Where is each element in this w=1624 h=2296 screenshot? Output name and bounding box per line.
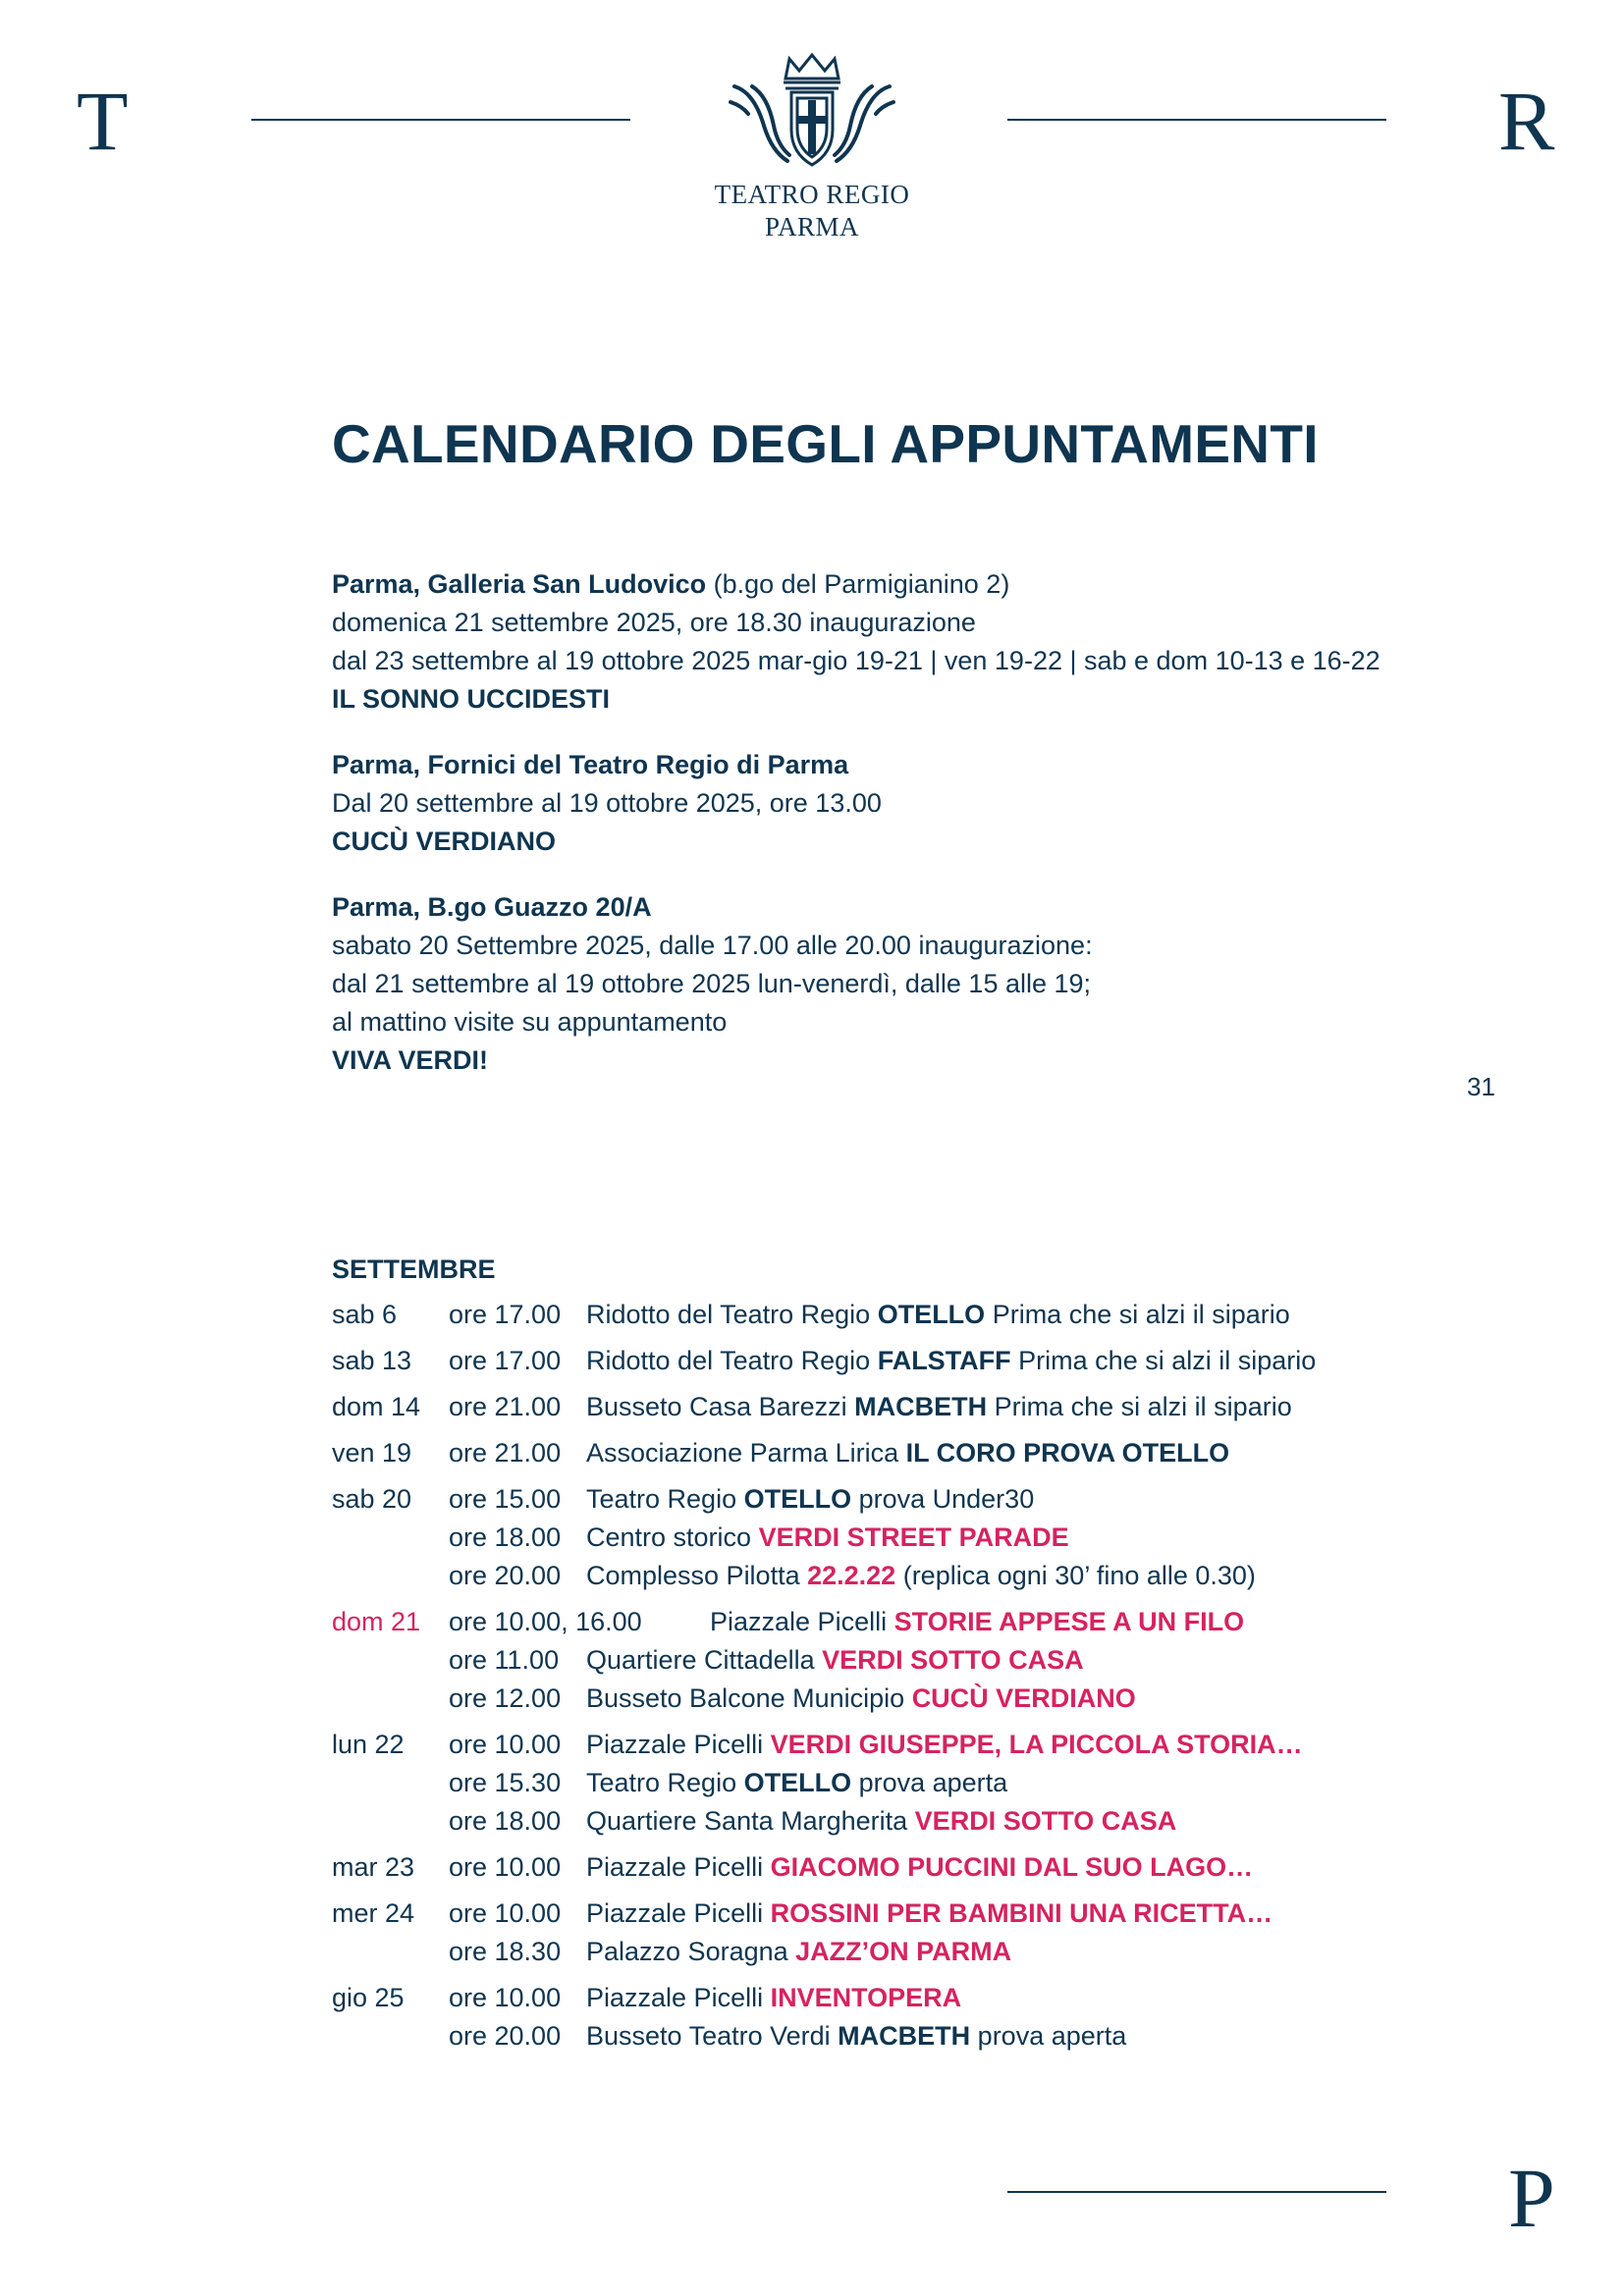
- event-place: Quartiere Cittadella: [586, 1645, 823, 1675]
- event-place: Ridotto del Teatro Regio: [586, 1346, 878, 1375]
- schedule-day: [332, 1434, 1559, 1472]
- corner-letter-p: P: [1508, 2151, 1555, 2245]
- event-time: ore 21.00: [449, 1438, 562, 1468]
- schedule-day: [332, 1726, 1559, 1841]
- event-title: OTELLO: [877, 1300, 986, 1329]
- event-time: ore 10.00: [449, 1983, 562, 2012]
- day-label: mer 24: [332, 1898, 415, 1928]
- schedule-event-row: [332, 1641, 1559, 1680]
- event-note: Prima che si alzi il sipario: [1010, 1346, 1317, 1375]
- schedule-event-row: [332, 1933, 1559, 1971]
- event-place: Piazzale Picelli: [586, 1730, 771, 1759]
- event-description: [586, 1480, 1034, 1519]
- venues-list: [332, 565, 1510, 1107]
- venue-dates: Dal 20 settembre al 19 ottobre 2025, ore 13.00: [332, 788, 882, 818]
- logo-line-2: PARMA: [764, 212, 860, 241]
- day-label: gio 25: [332, 1983, 405, 2012]
- event-note: (replica ogni 30’ fino alle 0.30): [895, 1561, 1256, 1590]
- event-description: [586, 1726, 1303, 1764]
- event-place: Quartiere Santa Margherita: [586, 1806, 915, 1836]
- event-description: [586, 1680, 1136, 1718]
- schedule-day: [332, 1296, 1559, 1334]
- event-time: ore 17.00: [449, 1346, 562, 1375]
- event-time: ore 10.00: [449, 1852, 562, 1882]
- schedule-event-row: [332, 1342, 1559, 1380]
- event-note: prova aperta: [851, 1768, 1008, 1797]
- event-title: GIACOMO PUCCINI DAL SUO LAGO…: [770, 1852, 1254, 1882]
- logo-line-1: TEATRO REGIO: [714, 180, 910, 209]
- venue-header: [332, 746, 1510, 784]
- venue-dates: domenica 21 settembre 2025, ore 18.30 inaugurazione: [332, 608, 976, 637]
- schedule-event-row: [332, 1848, 1559, 1887]
- day-label: mar 23: [332, 1852, 415, 1882]
- event-description: [586, 1802, 1176, 1841]
- header-rule-left: [251, 119, 630, 121]
- event-description: [586, 1895, 1272, 1933]
- venue-dates: al mattino visite su appuntamento: [332, 1007, 728, 1037]
- event-title: IL CORO PROVA OTELLO: [905, 1438, 1230, 1468]
- venue-address: (b.go del Parmigianino 2): [706, 569, 1010, 599]
- schedule-event-row: [332, 1388, 1559, 1426]
- day-label: ven 19: [332, 1438, 412, 1468]
- venue-dates: dal 21 settembre al 19 ottobre 2025 lun-venerdì, dalle 15 alle 19;: [332, 969, 1092, 998]
- venue-header: [332, 888, 1510, 927]
- event-note: Prima che si alzi il sipario: [985, 1300, 1290, 1329]
- footer-rule: [1007, 2191, 1386, 2193]
- venue-header: [332, 565, 1510, 604]
- event-description: [710, 1603, 1244, 1641]
- event-time: ore 21.00: [449, 1392, 562, 1421]
- event-place: Centro storico: [586, 1522, 759, 1552]
- event-time: ore 11.00: [449, 1645, 560, 1675]
- schedule-event-row: [332, 1296, 1559, 1334]
- event-place: Palazzo Soragna: [586, 1937, 796, 1966]
- day-label: sab 20: [332, 1484, 412, 1514]
- event-place: Busseto Casa Barezzi: [586, 1392, 855, 1421]
- event-place: Associazione Parma Lirica: [586, 1438, 906, 1468]
- schedule-event-row: [332, 1764, 1559, 1802]
- schedule-day: [332, 1848, 1559, 1887]
- teatro-regio-logo: [714, 51, 910, 243]
- schedule-event-row: [332, 1726, 1559, 1764]
- event-place: Busseto Balcone Municipio: [586, 1683, 912, 1713]
- schedule-event-row: [332, 1434, 1559, 1472]
- page-number: 31: [1467, 1072, 1495, 1101]
- schedule-day: [332, 1895, 1559, 1971]
- venue-name: Parma, B.go Guazzo 20/A: [332, 892, 652, 922]
- event-description: [586, 1296, 1290, 1334]
- event-title: 22.2.22: [807, 1561, 896, 1590]
- event-description: [586, 1519, 1069, 1557]
- event-time: ore 10.00: [449, 1730, 562, 1759]
- page-title: CALENDARIO DEGLI APPUNTAMENTI: [332, 413, 1319, 474]
- event-place: Teatro Regio: [586, 1768, 744, 1797]
- event-note: prova aperta: [970, 2021, 1127, 2051]
- event-description: [586, 1979, 961, 2017]
- event-place: Teatro Regio: [586, 1484, 744, 1514]
- schedule-day: [332, 1388, 1559, 1426]
- event-title: VERDI SOTTO CASA: [914, 1806, 1177, 1836]
- schedule-event-row: [332, 1519, 1559, 1557]
- event-description: [586, 1641, 1084, 1680]
- event-description: [586, 1933, 1011, 1971]
- event-time: ore 20.00: [449, 1561, 562, 1590]
- venue-event-title: CUCÙ VERDIANO: [332, 827, 557, 856]
- schedule-list: [332, 1296, 1559, 2063]
- event-title: VERDI GIUSEPPE, LA PICCOLA STORIA…: [770, 1730, 1303, 1759]
- event-time: ore 18.00: [449, 1806, 562, 1836]
- venue-name: Parma, Fornici del Teatro Regio di Parma: [332, 750, 849, 779]
- event-title: VERDI SOTTO CASA: [822, 1645, 1084, 1675]
- corner-letter-r: R: [1498, 74, 1555, 168]
- venue-dates: sabato 20 Settembre 2025, dalle 17.00 alle 20.00 inaugurazione:: [332, 931, 1093, 960]
- event-place: Piazzale Picelli: [586, 1852, 771, 1882]
- corner-letter-t: T: [77, 74, 129, 168]
- venue-name: Parma, Galleria San Ludovico: [332, 569, 707, 599]
- schedule-event-row: [332, 2017, 1559, 2056]
- event-time: ore 10.00: [449, 1898, 562, 1928]
- venue-event-title: VIVA VERDI!: [332, 1045, 489, 1075]
- event-description: [586, 1557, 1256, 1595]
- event-place: Piazzale Picelli: [710, 1607, 894, 1636]
- event-note: prova Under30: [851, 1484, 1035, 1514]
- event-note: Prima che si alzi il sipario: [987, 1392, 1292, 1421]
- day-label: dom 14: [332, 1392, 421, 1421]
- event-time: ore 18.30: [449, 1937, 562, 1966]
- event-place: Complesso Pilotta: [586, 1561, 808, 1590]
- event-title: OTELLO: [743, 1768, 852, 1797]
- day-label: sab 6: [332, 1300, 398, 1329]
- event-time: ore 17.00: [449, 1300, 562, 1329]
- venue-block: [332, 565, 1510, 719]
- schedule-event-row: [332, 1603, 1559, 1641]
- event-description: [586, 1434, 1229, 1472]
- event-time: ore 15.30: [449, 1768, 562, 1797]
- event-title: OTELLO: [743, 1484, 852, 1514]
- schedule-event-row: [332, 1895, 1559, 1933]
- schedule-event-row: [332, 1680, 1559, 1718]
- event-description: [586, 1388, 1292, 1426]
- event-description: [586, 2017, 1126, 2056]
- schedule-event-row: [332, 1480, 1559, 1519]
- event-place: Piazzale Picelli: [586, 1898, 771, 1928]
- event-description: [586, 1342, 1316, 1380]
- event-description: [586, 1848, 1253, 1887]
- event-place: Ridotto del Teatro Regio: [586, 1300, 878, 1329]
- event-place: Busseto Teatro Verdi: [586, 2021, 839, 2051]
- event-place: Piazzale Picelli: [586, 1983, 771, 2012]
- venue-block: [332, 746, 1510, 861]
- venue-dates: dal 23 settembre al 19 ottobre 2025 mar-gio 19-21 | ven 19-22 | sab e dom 10-13 e 16-22: [332, 646, 1380, 675]
- day-label: dom 21: [332, 1607, 421, 1636]
- venue-block: [332, 888, 1510, 1080]
- event-title: FALSTAFF: [877, 1346, 1011, 1375]
- event-time: ore 15.00: [449, 1484, 562, 1514]
- event-time: ore 20.00: [449, 2021, 562, 2051]
- schedule-day: [332, 1979, 1559, 2056]
- schedule-event-row: [332, 1979, 1559, 2017]
- event-title: STORIE APPESE A UN FILO: [893, 1607, 1245, 1636]
- day-label: lun 22: [332, 1730, 405, 1759]
- venue-event-title: IL SONNO UCCIDESTI: [332, 684, 611, 714]
- schedule-day: [332, 1342, 1559, 1380]
- event-title: VERDI STREET PARADE: [758, 1522, 1069, 1552]
- crown-shield-emblem-icon: [729, 51, 895, 179]
- event-title: MACBETH: [854, 1392, 988, 1421]
- event-title: INVENTOPERA: [770, 1983, 962, 2012]
- schedule-day: [332, 1480, 1559, 1595]
- event-title: ROSSINI PER BAMBINI UNA RICETTA…: [770, 1898, 1273, 1928]
- event-title: MACBETH: [838, 2021, 971, 2051]
- month-heading: SETTEMBRE: [332, 1255, 496, 1284]
- schedule-day: [332, 1603, 1559, 1718]
- event-title: JAZZ’ON PARMA: [795, 1937, 1012, 1966]
- header-rule-right: [1007, 119, 1386, 121]
- event-time: ore 12.00: [449, 1683, 562, 1713]
- event-title: CUCÙ VERDIANO: [911, 1683, 1136, 1713]
- event-description: [586, 1764, 1007, 1802]
- event-time: ore 18.00: [449, 1522, 562, 1552]
- schedule-event-row: [332, 1557, 1559, 1595]
- event-time: ore 10.00, 16.00: [449, 1607, 642, 1636]
- day-label: sab 13: [332, 1346, 412, 1375]
- schedule-event-row: [332, 1802, 1559, 1841]
